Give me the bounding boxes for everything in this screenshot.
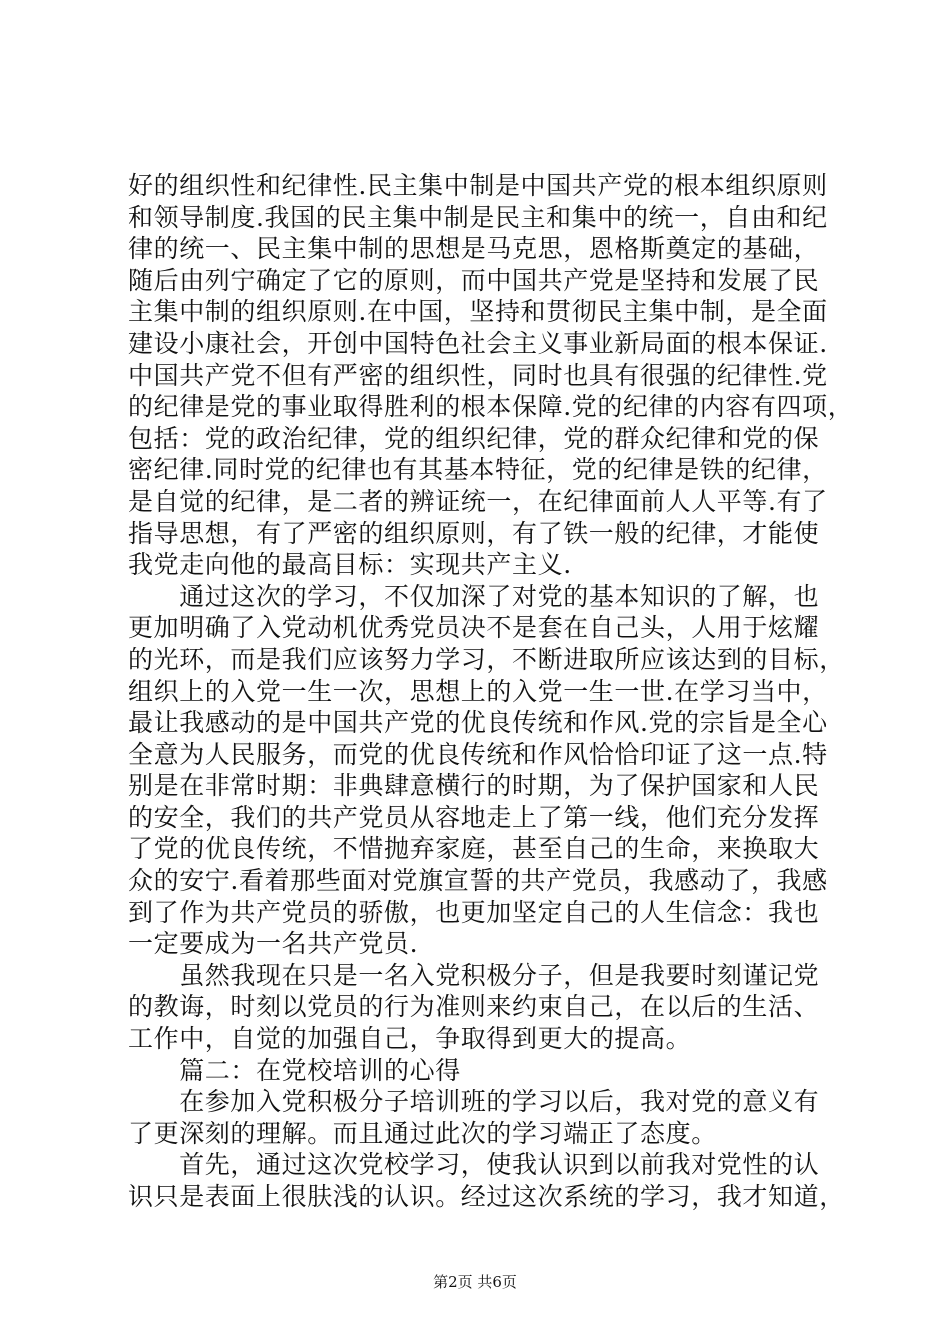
document-body: [128, 170, 854, 1213]
text-line: 工作中，自觉的加强自己，争取得到更大的提高。: [128, 1024, 692, 1054]
text-line: 包括：党的政治纪律，党的组织纪律，党的群众纪律和党的保: [128, 423, 820, 453]
text-line: 识只是表面上很肤浅的认识。经过这次系统的学习，我才知道，: [128, 1182, 845, 1211]
text-line: 到了作为共产党员的骄傲，也更加坚定自己的人生信念：我也: [128, 897, 820, 927]
text-line: 全意为人民服务，而党的优良传统和作风恰恰印证了这一点.特: [128, 739, 828, 769]
text-line: 的纪律是党的事业取得胜利的根本保障.党的纪律的内容有四项，: [128, 392, 854, 422]
text-line: 了更深刻的理解。而且通过此次的学习端正了态度。: [128, 1118, 717, 1148]
paragraph-first-line: 首先，通过这次党校学习，使我认识到以前我对党性的认: [128, 1150, 820, 1180]
page-footer: 第2页 共6页: [433, 1273, 517, 1291]
text-line: 众的安宁.看着那些面对党旗宣誓的共产党员，我感动了，我感: [128, 866, 828, 896]
text-line: 主集中制的组织原则.在中国，坚持和贯彻民主集中制，是全面: [128, 297, 828, 327]
text-line: 最让我感动的是中国共产党的优良传统和作风.党的宗旨是全心: [128, 708, 828, 738]
text-line: 密纪律.同时党的纪律也有其基本特征，党的纪律是铁的纪律，: [128, 455, 828, 485]
text-line: 更加明确了入党动机优秀党员决不是套在自己头，人用于炫耀: [128, 613, 820, 643]
text-line: 的安全，我们的共产党员从容地走上了第一线，他们充分发挥: [128, 802, 820, 832]
text-line: 是自觉的纪律，是二者的辨证统一，在纪律面前人人平等.有了: [128, 486, 828, 516]
text-line: 我党走向他的最高目标：实现共产主义.: [128, 550, 572, 580]
text-line: 随后由列宁确定了它的原则，而中国共产党是坚持和发展了民: [128, 265, 820, 295]
text-line: 和领导制度.我国的民主集中制是民主和集中的统一，自由和纪: [128, 202, 828, 232]
section-heading: 篇二：在党校培训的心得: [128, 1055, 461, 1085]
text-line: 指导思想，有了严密的组织原则，有了铁一般的纪律，才能使: [128, 518, 820, 548]
text-line: 了党的优良传统，不惜抛弃家庭，甚至自己的生命，来换取大: [128, 834, 820, 864]
text-line: 的光环，而是我们应该努力学习，不断进取所应该达到的目标，: [128, 644, 845, 674]
text-line: 别是在非常时期：非典肆意横行的时期，为了保护国家和人民: [128, 771, 820, 801]
text-line: 组织上的入党一生一次，思想上的入党一生一世.在学习当中，: [128, 676, 828, 706]
paragraph-first-line: 在参加入党积极分子培训班的学习以后，我对党的意义有: [128, 1087, 820, 1117]
text-line: 的教诲，时刻以党员的行为准则来约束自己，在以后的生活、: [128, 992, 820, 1022]
paragraph-first-line: 虽然我现在只是一名入党积极分子，但是我要时刻谨记党: [128, 960, 820, 990]
text-line: 一定要成为一名共产党员.: [128, 929, 419, 959]
paragraph-first-line: 通过这次的学习，不仅加深了对党的基本知识的了解，也: [128, 581, 820, 611]
text-line: 建设小康社会，开创中国特色社会主义事业新局面的根本保证.: [128, 328, 828, 358]
text-line: 中国共产党不但有严密的组织性，同时也具有很强的纪律性.党: [128, 360, 828, 390]
text-line: 律的统一、民主集中制的思想是马克思，恩格斯奠定的基础，: [128, 234, 820, 264]
text-line: 好的组织性和纪律性.民主集中制是中国共产党的根本组织原则: [128, 171, 828, 200]
